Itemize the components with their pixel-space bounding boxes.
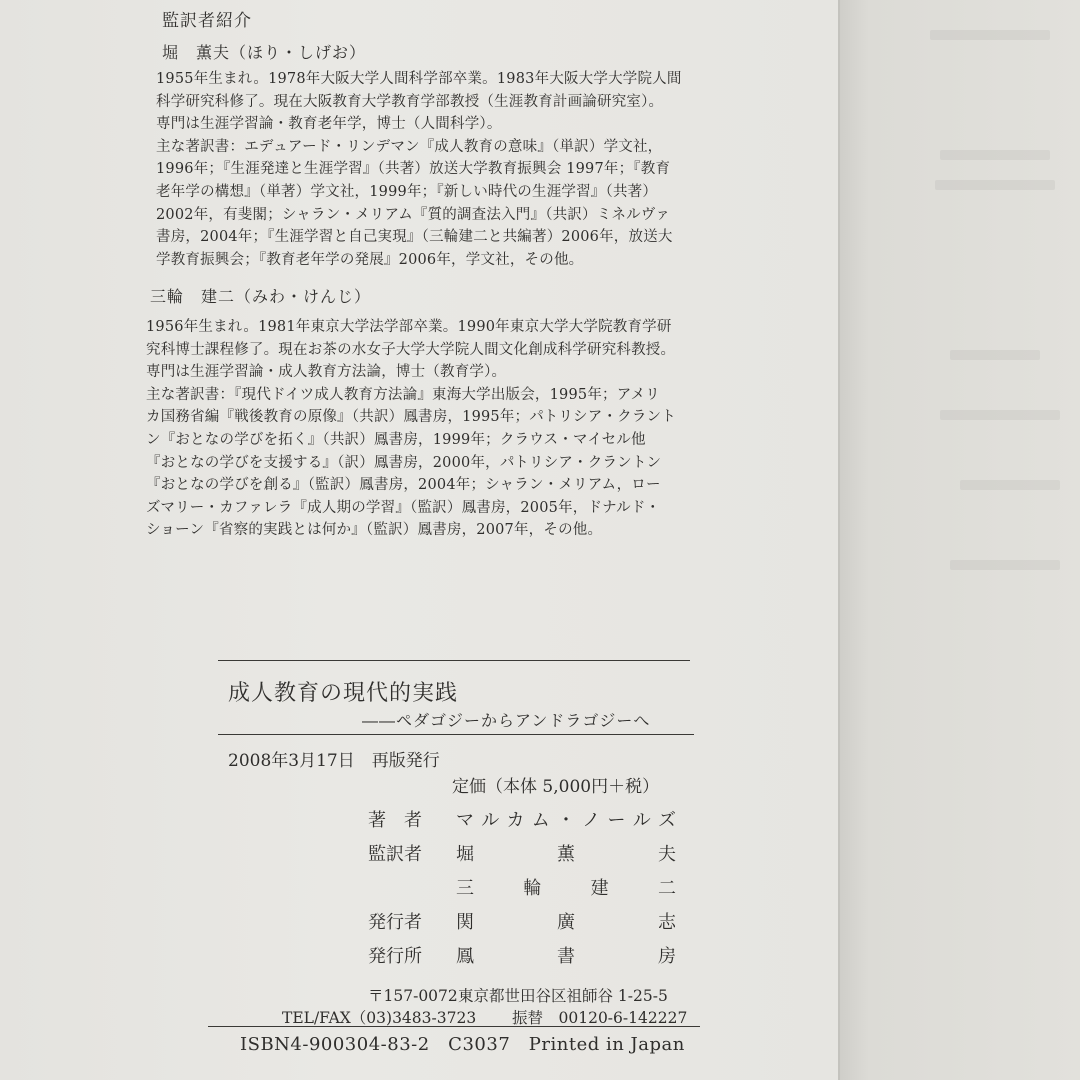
credit-role: 発行所 <box>368 946 422 967</box>
colophon-bottom-rule <box>208 1026 700 1027</box>
translator-2-bio: 1956年生まれ。1981年東京大学法学部卒業。1990年東京大学大学院教育学研 究科博士課程修了。現在お茶の水女子大学大学院人間文化創成科学研究科教授。 専門は生涯学習論・成人教育方法論，博士（教育学）。 主な著訳書：『現代ドイツ成人教育方法論』東海大学出版会，1995年；アメリ カ国務省編『戦後教育の原像』（共訳）鳳書房，1995年；パトリシア・クラント ン『おとなの学びを拓く』（共訳）鳳書房，1999年；クラウス・マイセル他 『おとなの学びを支援する』（訳）鳳書房，2000年，パトリシア・クラントン 『おとなの学びを創る』（監訳）鳳書房，2004年；シャラン・メリアム，ロー ズマリー・カファレラ『成人期の学習』（監訳）鳳書房，2005年，ドナルド・ ショーン『省察的実践とは何か』（監訳）鳳書房，2007年，その他。 <box>146 319 676 539</box>
credit-name: 鳳 書 房 <box>456 946 678 967</box>
credit-name: 関 廣 志 <box>456 912 678 933</box>
show-through-text <box>940 410 1060 420</box>
credit-translator-1 <box>368 840 678 870</box>
book-subtitle: ――ペダゴジーからアンドラゴジーへ <box>362 711 651 730</box>
show-through-text <box>950 350 1040 360</box>
translator-1-name: 堀 薫夫（ほり・しげお） <box>162 43 367 62</box>
show-through-text <box>950 560 1060 570</box>
credit-name: マ ル カ ム ・ ノ ー ル ズ <box>456 810 678 831</box>
tel-fax: TEL/FAX（03)3483-3723 <box>282 1009 477 1027</box>
show-through-text <box>940 150 1050 160</box>
colophon-title-rule <box>218 734 694 735</box>
colophon-top-rule <box>218 660 690 661</box>
translator-2-name: 三輪 建二（みわ・けんじ） <box>150 287 372 306</box>
credit-name: 三 輪 建 二 <box>456 878 678 899</box>
credit-publishing-house <box>368 942 678 972</box>
credit-name: 堀 薫 夫 <box>456 844 678 865</box>
postal-code: 〒157-0072 <box>368 987 458 1005</box>
credit-role: 発行者 <box>368 912 422 933</box>
book-title: 成人教育の現代的実践 <box>228 681 459 706</box>
credit-translator-2 <box>368 874 678 904</box>
transfer-account: 振替 00120-6-142227 <box>512 1009 688 1027</box>
show-through-text <box>960 480 1060 490</box>
show-through-text <box>930 30 1050 40</box>
facing-page <box>838 0 1080 1080</box>
isbn: ISBN4-900304-83-2 C3037 Printed in Japan <box>240 1034 685 1055</box>
credit-role: 監訳者 <box>368 844 422 865</box>
show-through-text <box>935 180 1055 190</box>
credit-publisher <box>368 908 678 938</box>
section-heading: 監訳者紹介 <box>162 11 252 31</box>
credit-author <box>368 806 678 836</box>
address: 東京都世田谷区祖師谷 1-25-5 <box>458 987 668 1005</box>
price: 定価（本体 5,000円＋税） <box>452 777 660 797</box>
publication-date: 2008年3月17日 再版発行 <box>228 751 440 771</box>
translator-1-bio: 1955年生まれ。1978年大阪大学人間科学部卒業。1983年大阪大学大学院人間 科学研究科修了。現在大阪教育大学教育学部教授（生涯教育計画論研究室）。 専門は生涯学習論・教育老年学，博士（人間科学）。 主な著訳書：エデュアード・リンデマン『成人教育の意味』（単訳）学文社， 1996年；『生涯発達と生涯学習』（共著）放送大学教育振興会 1997年；『教育 老年学の構想』（単著）学文社，1999年；『新しい時代の生涯学習』（共著） 2002年，有斐閣；シャラン・メリアム『質的調査法入門』（共訳）ミネルヴァ 書房，2004年；『生涯学習と自己実現』（三輪建二と共編著）2006年，放送大 学教育振興会；『教育老年学の発展』2006年，学文社，その他。 <box>156 71 682 268</box>
credit-role: 著 者 <box>368 810 422 831</box>
